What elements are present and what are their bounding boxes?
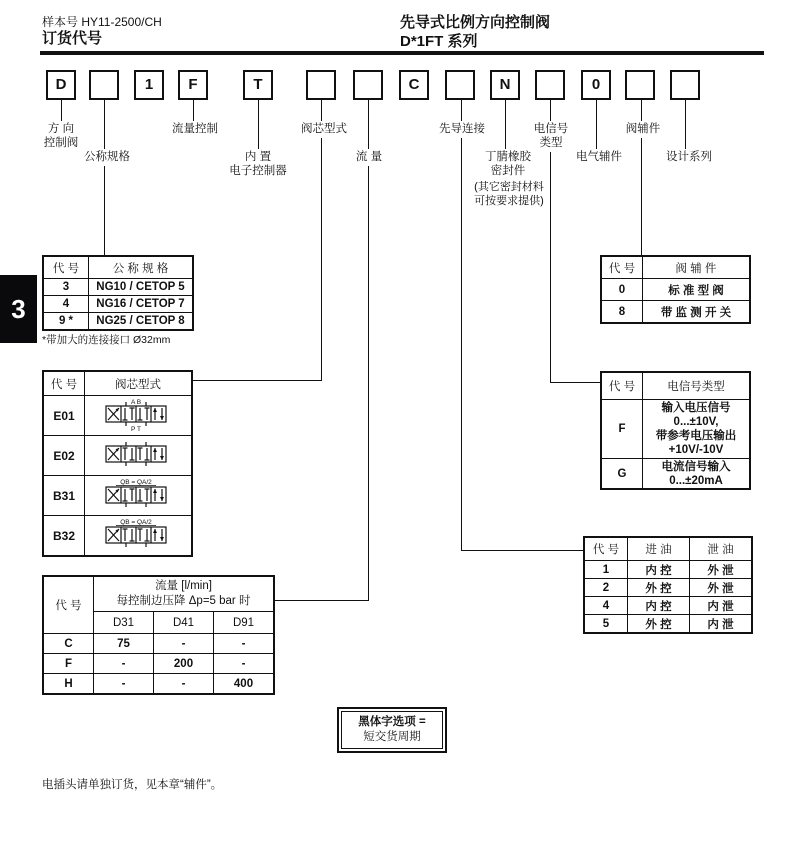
page-title: 订货代号 [42, 30, 103, 47]
code-box-1: D [46, 70, 76, 100]
connector-line [61, 100, 63, 121]
svg-text:QB = QA/2: QB = QA/2 [120, 479, 152, 486]
connector-line [258, 100, 260, 149]
label-valve-accessory: 阀辅件 [625, 123, 661, 135]
connector-line [461, 138, 463, 551]
connector-line [104, 100, 106, 149]
connector-line [321, 100, 323, 121]
code-box-2 [89, 70, 119, 100]
valve-symbol-icon [88, 396, 188, 432]
label-signal-type: 电信号 类型 [533, 123, 569, 149]
code-box-14 [670, 70, 700, 100]
label-onboard-electronics: 内 置 电子控制器 [229, 151, 287, 177]
size-table: 代 号 公 称 规 格 3 NG10 / CETOP 5 4 NG16 / CETOP 7 9 * NG25 / CETOP 8 [42, 255, 194, 331]
connector-line [685, 100, 687, 149]
spool-table: 代 号 阀芯型式 E01 A B P T E02 B31 QB = QA/2 B32 QB = QA/2 [42, 370, 193, 557]
label-directional-valve: 方 向 控制阀 [43, 123, 79, 149]
spool-symbol-e01 [85, 396, 193, 436]
label-pilot-connection: 先导连接 [439, 123, 485, 135]
connector-line [550, 152, 552, 383]
code-box-12: 0 [581, 70, 611, 100]
connector-line [193, 100, 195, 121]
connector-line [641, 138, 643, 255]
connector-line [596, 100, 598, 149]
svg-text:A B: A B [130, 399, 142, 406]
connector-line [321, 138, 323, 381]
label-spool-type: 阀芯型式 [301, 123, 347, 135]
code-box-3: 1 [134, 70, 164, 100]
label-seals-note: (其它密封材料 可按要求提供) [474, 181, 544, 207]
flow-table: 代 号 流量 [l/min] 每控制边压降 Δp=5 bar 时 D31 D41 D91 C 75 - - F - 200 - H - - 400 [42, 575, 275, 695]
code-box-13 [625, 70, 655, 100]
spool-symbol-b32 [85, 516, 193, 557]
doc-number: 样本号 HY11-2500/CH [42, 15, 162, 29]
code-box-10: N [490, 70, 520, 100]
connector-line [641, 100, 643, 121]
code-box-7 [353, 70, 383, 100]
header-rule [40, 51, 764, 55]
series-title: D*1FT 系列 [400, 33, 478, 50]
code-box-4: F [178, 70, 208, 100]
code-box-5: T [243, 70, 273, 100]
connector-line [368, 166, 370, 601]
connector-line [180, 380, 322, 382]
plug-order-note: 电插头请单独订货，见本章“辅件”。 [42, 779, 223, 791]
svg-text:P T: P T [131, 426, 141, 432]
label-flow: 流 量 [355, 151, 383, 163]
label-flow-control: 流量控制 [172, 123, 218, 135]
signal-type-table: 代 号 电信号类型 F 输入电压信号 0...±10V, 带参考电压输出 +10V/-10V G 电流信号输入 0...±20mA [600, 371, 751, 490]
valve-symbol-icon [88, 476, 188, 512]
page-tab: 3 [0, 275, 37, 343]
connector-line [461, 100, 463, 121]
label-size: 公称规格 [84, 151, 130, 163]
label-seals: 丁腈橡胶 密封件 [485, 151, 531, 177]
spool-symbol-b31 [85, 476, 193, 516]
connector-line [368, 100, 370, 149]
connector-line [550, 100, 552, 121]
code-box-9 [445, 70, 475, 100]
product-title: 先导式比例方向控制阀 [400, 14, 551, 31]
code-box-11 [535, 70, 565, 100]
valve-symbol-icon [88, 436, 188, 472]
connector-line [550, 382, 600, 384]
size-footnote: *带加大的连接接口 Ø32mm [42, 334, 171, 346]
svg-text:QB = QA/2: QB = QA/2 [120, 519, 152, 526]
pilot-table: 代 号 进 油 泄 油 1 内 控 外 泄 2 外 控 外 泄 4 内 控 内 泄 5 外 控 内 泄 [583, 536, 753, 634]
bold-option-note: 黑体字选项 = 短交货周期 [337, 707, 447, 753]
code-box-8: C [399, 70, 429, 100]
valve-symbol-icon [88, 516, 188, 552]
connector-line [104, 166, 106, 255]
connector-line [461, 550, 583, 552]
label-design-series: 设计系列 [666, 151, 712, 163]
connector-line [505, 100, 507, 149]
valve-accessory-table: 代 号 阀 辅 件 0 标 准 型 阀 8 带 监 测 开 关 [600, 255, 751, 324]
code-box-6 [306, 70, 336, 100]
spool-symbol-e02 [85, 436, 193, 476]
label-electrical-accessory: 电气辅件 [576, 151, 622, 163]
